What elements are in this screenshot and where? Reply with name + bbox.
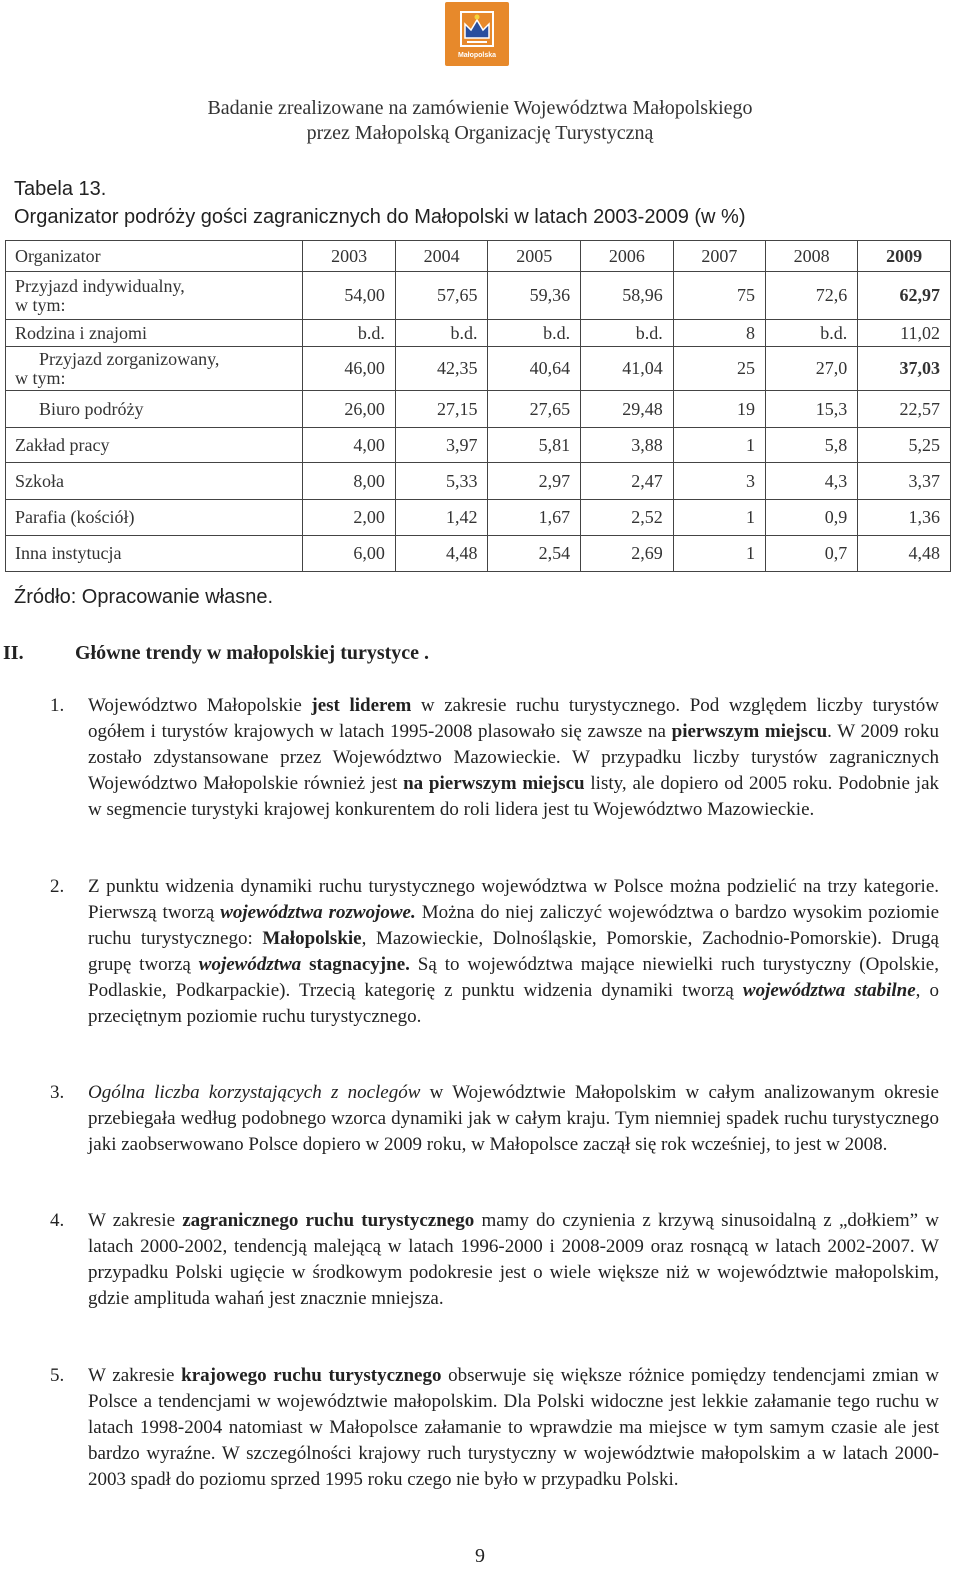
table-row — [6, 536, 951, 572]
row-label — [6, 347, 303, 391]
header-cell-year: 2003 — [303, 241, 396, 272]
logo-text: Małopolska — [457, 52, 497, 59]
header-cell-year: 2009 — [858, 241, 951, 272]
table-cell: 59,36 — [488, 272, 581, 320]
table-row — [6, 272, 951, 320]
list-item-text: W zakresie zagranicznego ruchu turystycznego mamy do czynienia z krzywą sinusoidalną z „dołkiem” w latach 2000-2002, tendencją malejącą w latach 1996-2000 i 2008-2009 oraz rosnącą w latach 2002-2007. W przypadku Polski ugięcie w środkowym podokresie jest o wiele większe niż w województwie małopolskim, gdzie amplituda wahań jest znacznie mniejsza. — [88, 1210, 940, 1309]
row-label-text: Szkoła — [15, 470, 64, 491]
malopolska-logo — [445, 2, 509, 66]
table-title: Organizator podróży gości zagranicznych do Małopolski w latach 2003-2009 (w %) — [14, 206, 746, 228]
table-cell: 8 — [673, 320, 765, 347]
organizer-table — [5, 240, 951, 572]
table-cell: 27,0 — [766, 347, 858, 391]
table-cell: 27,15 — [395, 391, 488, 428]
table-cell: 5,81 — [488, 428, 581, 463]
list-item-text: Województwo Małopolskie jest liderem w zakresie ruchu turystycznego. Pod względem liczby turystów ogółem i turystów krajowych w latach 1995-2008 plasowało się zawsze na pierwszym miejscu. W 2009 roku zostało zdystansowane przez Województwo Mazowieckie. W przypadku liczby turystów zagranicznych Województwo Małopolskie również jest na pierwszym miejscu listy, ale dopiero od 2005 roku. Podobnie jak w segmencie turystyki krajowej konkurentem do roli lidera jest tu Województwo Mazowieckie. — [88, 695, 940, 820]
table-cell: 54,00 — [303, 272, 396, 320]
table-cell: 37,03 — [858, 347, 951, 391]
row-label-text: Rodzina i znajomi — [15, 322, 147, 343]
list-item — [50, 1363, 939, 1493]
row-label — [6, 428, 303, 463]
row-label — [6, 500, 303, 536]
row-label-subtext: w tym: — [15, 367, 66, 388]
table-cell: 11,02 — [858, 320, 951, 347]
table-cell: 3,37 — [858, 463, 951, 500]
row-label-text: Przyjazd indywidualny, — [15, 275, 185, 296]
table-cell: 5,25 — [858, 428, 951, 463]
table-cell: 5,33 — [395, 463, 488, 500]
table-cell: 2,00 — [303, 500, 396, 536]
table-header-row — [6, 241, 951, 272]
table-cell: 19 — [673, 391, 765, 428]
header-cell-year: 2004 — [395, 241, 488, 272]
row-label-text: Przyjazd zorganizowany, — [39, 348, 220, 369]
list-item — [50, 1208, 940, 1312]
table-cell: 8,00 — [303, 463, 396, 500]
table-cell: 1 — [673, 500, 765, 536]
table-cell: 15,3 — [766, 391, 858, 428]
table-cell: 57,65 — [395, 272, 488, 320]
table-cell: 1,67 — [488, 500, 581, 536]
section-title: Główne trendy w małopolskiej turystyce . — [75, 642, 430, 664]
table-cell: 27,65 — [488, 391, 581, 428]
table-cell: 1 — [673, 536, 765, 572]
table-number: Tabela 13. — [14, 178, 107, 200]
row-label-text: Parafia (kościół) — [15, 507, 135, 527]
list-item-number: 5. — [50, 1365, 65, 1386]
table-row — [6, 347, 951, 391]
table-cell: b.d. — [303, 320, 396, 347]
table-cell: 3 — [673, 463, 765, 500]
row-label — [6, 272, 303, 320]
header-cell-organizer: Organizator — [6, 241, 303, 272]
row-label-subtext: w tym: — [15, 294, 66, 315]
table-cell: 2,47 — [581, 463, 674, 500]
table-row — [6, 320, 951, 347]
table-cell: 2,54 — [488, 536, 581, 572]
table-cell: 2,69 — [581, 536, 674, 572]
table-cell: 75 — [673, 272, 765, 320]
table-cell: 4,48 — [858, 536, 951, 572]
table-cell: 41,04 — [581, 347, 674, 391]
list-item-number: 4. — [50, 1210, 65, 1231]
page-number: 9 — [475, 1545, 485, 1567]
table-cell: 58,96 — [581, 272, 674, 320]
table-cell: 72,6 — [766, 272, 858, 320]
header-cell-year: 2005 — [488, 241, 581, 272]
table-cell: 40,64 — [488, 347, 581, 391]
table-cell: 3,97 — [395, 428, 488, 463]
table-cell: 26,00 — [303, 391, 396, 428]
row-label-text: Biuro podróży — [39, 398, 144, 419]
header-cell-year: 2007 — [673, 241, 765, 272]
table-cell: 1,42 — [395, 500, 488, 536]
table-cell: b.d. — [581, 320, 674, 347]
list-item — [50, 693, 940, 823]
table-cell: 4,48 — [395, 536, 488, 572]
table-cell: 22,57 — [858, 391, 951, 428]
table-caption — [14, 175, 745, 231]
list-item-text: Ogólna liczba korzystających z noclegów w Województwie Małopolskim w całym analizowanym okresie przebiegała według podobnego wzorca dynamiki jak w całym kraju. Tym niemniej spadek ruchu turystycznego jaki zaobserwowano Polsce dopiero w 2009 roku, w Małopolsce zaczął się rok wcześniej, to jest w 2008. — [88, 1082, 939, 1155]
table-cell: b.d. — [395, 320, 488, 347]
table-row — [6, 391, 951, 428]
table-cell: 3,88 — [581, 428, 674, 463]
list-item-number: 1. — [50, 695, 65, 716]
table-cell: 1,36 — [858, 500, 951, 536]
row-label — [6, 536, 303, 572]
table-cell: 6,00 — [303, 536, 396, 572]
table-cell: 46,00 — [303, 347, 396, 391]
table-cell: 62,97 — [858, 272, 951, 320]
row-label — [6, 391, 303, 428]
table-cell: 29,48 — [581, 391, 674, 428]
table-cell: b.d. — [766, 320, 858, 347]
section-number: II. — [3, 642, 24, 664]
row-label-text: Inna instytucja — [15, 543, 122, 563]
header-line-1: Badanie zrealizowane na zamówienie Województwa Małopolskiego — [207, 97, 753, 119]
page-header — [0, 96, 960, 146]
list-item — [50, 1080, 939, 1158]
row-label-text: Zakład pracy — [15, 434, 110, 455]
list-item-text: Z punktu widzenia dynamiki ruchu turystycznego województwa w Polsce można podzielić na trzy kategorie. Pierwszą tworzą województwa rozwojowe. Można do niej zaliczyć województwa o bardzo wysokim poziomie ruchu turystycznego: Małopolskie, Mazowieckie, Dolnośląskie, Pomorskie, Zachodnio-Pomorskie). Drugą grupę tworzą województwa stagnacyjne. Są to województwa mające niewielki ruch turystyczny (Opolskie, Podlaskie, Podkarpackie). Trzecią kategorię z punktu widzenia dynamiki tworzą województwa stabilne, o przeciętnym poziomie ruchu turystycznego. — [88, 876, 940, 1027]
table-cell: 0,9 — [766, 500, 858, 536]
header-cell-year: 2006 — [581, 241, 674, 272]
table-cell: 2,97 — [488, 463, 581, 500]
source-note: Źródło: Opracowanie własne. — [14, 586, 274, 608]
table-row — [6, 500, 951, 536]
table-row — [6, 428, 951, 463]
list-item-number: 3. — [50, 1082, 65, 1103]
table-cell: 42,35 — [395, 347, 488, 391]
list-item — [50, 874, 940, 1030]
table-cell: 1 — [673, 428, 765, 463]
table-cell: 25 — [673, 347, 765, 391]
table-row — [6, 463, 951, 500]
row-label — [6, 463, 303, 500]
table-cell: 5,8 — [766, 428, 858, 463]
table-cell: 2,52 — [581, 500, 674, 536]
table-cell: 0,7 — [766, 536, 858, 572]
row-label — [6, 320, 303, 347]
list-item-number: 2. — [50, 876, 65, 897]
header-line-2: przez Małopolską Organizację Turystyczną — [306, 122, 654, 144]
table-cell: b.d. — [488, 320, 581, 347]
table-cell: 4,3 — [766, 463, 858, 500]
list-item-text: W zakresie krajowego ruchu turystycznego obserwuje się większe różnice pomiędzy tendencjami zmian w Polsce a tendencjami w województwie małopolskim. Dla Polski widoczne jest lekkie załamanie tego ruchu w latach 1998-2004 natomiast w Małopolsce załamanie to wprawdzie ma miejsce w tym samym czasie ale jest bardzo wyraźne. W szczególności krajowy ruch turystyczny w województwie małopolskim a w latach 2000-2003 spadł do poziomu sprzed 1995 roku czego nie było w przypadku Polski. — [88, 1365, 939, 1490]
table-cell: 4,00 — [303, 428, 396, 463]
header-cell-year: 2008 — [766, 241, 858, 272]
